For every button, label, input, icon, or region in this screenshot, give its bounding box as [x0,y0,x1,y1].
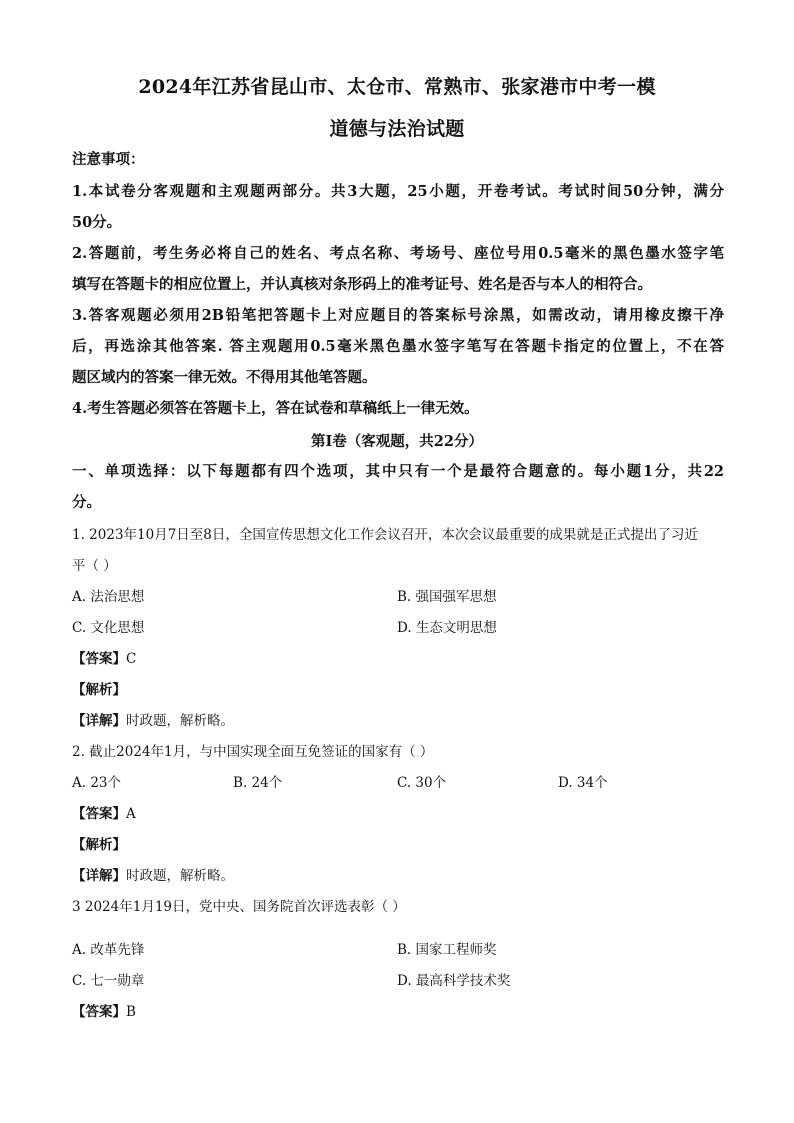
q3-stem: 3 2024年1月19日，党中央、国务院首次评选表彰（ ） [72,899,406,915]
notice-item-1a: 1.本试卷分客观题和主观题两部分。共3大题，25小题，开卷考试。考试时间50分钟，满分 [72,183,724,200]
q2-answer-tag: 【答案】 [72,806,126,822]
q3-option-d: D. 最高科学技术奖 [397,973,511,989]
q1-analysis-tag: 【解析】 [72,682,126,698]
q3-option-c: C. 七一勋章 [72,973,145,989]
q2-option-c: C. 30个 [397,775,447,791]
document-subtitle: 道德与法治试题 [329,118,465,140]
part-instructions-b: 分。 [72,494,101,511]
q2-option-a: A. 23个 [72,775,122,791]
q2-detail-text: 时政题，解析略。 [126,868,234,884]
q1-option-b: B. 强国强军思想 [397,589,497,605]
q1-option-d: D. 生态文明思想 [397,620,497,636]
q1-answer-tag: 【答案】 [72,651,126,667]
q2-stem: 2. 截止2024年1月，与中国实现全面互免签证的国家有（ ） [72,744,434,760]
q3-answer [72,1002,136,1022]
q1-option-a: A. 法治思想 [72,589,145,605]
q2-detail [72,866,234,886]
q1-detail-text: 时政题，解析略。 [126,713,234,729]
notice-item-2a: 2.答题前，考生务必将自己的姓名、考点名称、考场号、座位号用0.5毫米的黑色墨水签字笔 [72,245,724,262]
notice-heading: 注意事项： [72,151,145,168]
q2-answer [72,804,136,824]
q1-detail [72,711,234,731]
q3-answer-value: B [126,1004,136,1020]
q2-analysis-tag: 【解析】 [72,837,126,853]
q2-answer-value: A [126,806,136,822]
q1-stem-a: 1. 2023年10月7日至8日，全国宣传思想文化工作会议召开，本次会议最重要的成果就是正式提出了习近 [72,527,698,543]
q3-answer-tag: 【答案】 [72,1004,126,1020]
q1-detail-tag: 【详解】 [72,713,126,729]
document-title: 2024年江苏省昆山市、太仓市、常熟市、张家港市中考一模 [138,76,656,98]
q2-option-d: D. 34个 [558,775,608,791]
q1-stem-b: 平（ ） [72,558,117,574]
part-instructions-a: 一、单项选择：以下每题都有四个选项，其中只有一个是最符合题意的。每小题1分，共22 [72,463,724,480]
q1-option-c: C. 文化思想 [72,620,145,636]
notice-item-2b: 填写在答题卡的相应位置上，并认真核对条形码上的准考证号、姓名是否与本人的相符合。 [72,276,652,293]
q2-detail-tag: 【详解】 [72,868,126,884]
q1-answer [72,649,136,669]
notice-item-3c: 题区域内的答案一律无效。不得用其他笔答题。 [72,369,377,386]
q3-option-a: A. 改革先锋 [72,942,145,958]
q2-option-b: B. 24个 [233,775,283,791]
section-title: 第Ⅰ卷（客观题，共22分） [311,433,483,450]
notice-item-4: 4.考生答题必须答在答题卡上，答在试卷和草稿纸上一律无效。 [72,400,479,417]
q3-option-b: B. 国家工程师奖 [397,942,497,958]
q1-answer-value: C [126,651,137,667]
notice-item-3a: 3.答客观题必须用2B铅笔把答题卡上对应题目的答案标号涂黑，如需改动，请用橡皮擦干净 [72,307,724,324]
notice-item-3b: 后，再选涂其他答案. 答主观题用0.5毫米黑色墨水签字笔写在答题卡指定的位置上，不在答 [72,338,724,355]
notice-item-1b: 50分。 [72,214,122,231]
